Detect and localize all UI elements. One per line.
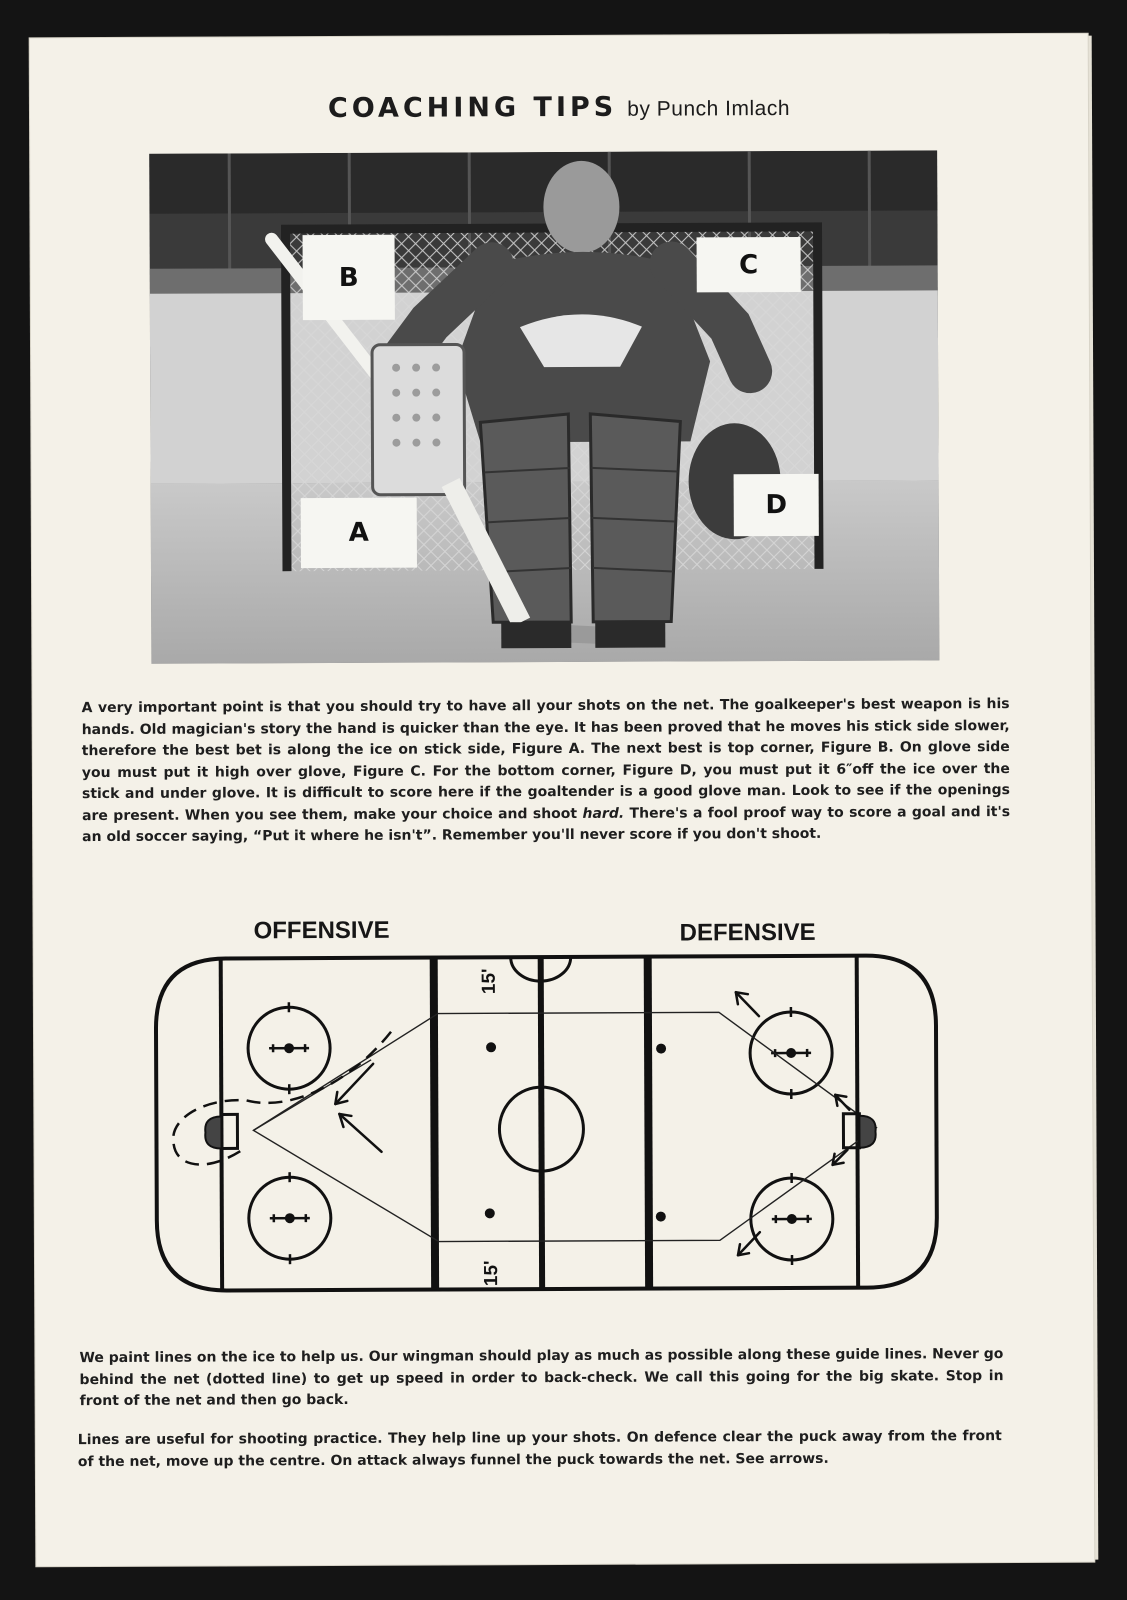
faceoff-dot-nz-2 xyxy=(656,1044,666,1054)
goaltender-illustration xyxy=(149,150,939,663)
center-line xyxy=(541,957,542,1289)
dotted-skate-path xyxy=(173,1032,392,1165)
magazine-page xyxy=(30,34,1095,1567)
label-card-c: C xyxy=(697,237,801,292)
title-main: COACHING TIPS xyxy=(327,91,618,125)
offensive-title: OFFENSIVE xyxy=(253,916,390,945)
label-card-b: B xyxy=(303,235,395,320)
faceoff-dot-nz-4 xyxy=(656,1212,666,1222)
measure-top-label: 15' xyxy=(478,968,500,995)
shooting-text-1: A very important point is that you should try to have all your shots on the net. The goalkeeper's best weapon is his hands. Old magician's story the hand is quicker than the eye. It has been proved that he moves his stick side slower, therefore the best bet is along the ice on stick side, Figure A. The next best is top corner, Figure B. On glove side you must put it high over glove, Figure C. For the bottom corner, Figure D, you must put it 6″off the ice over the stick and under glove. It is difficult to score here if the goaltender is a good glove man. Look to see if the openings are present. When you see them, make your choice and shoot xyxy=(81,696,1010,824)
measure-bottom-label: 15' xyxy=(481,1260,503,1287)
shooting-paragraph xyxy=(82,694,1011,849)
rink-diagram xyxy=(151,949,943,1302)
shooting-text-2: There's a fool proof way to score a goal and it's an old soccer saying, “Put it where he isn't”. Remember you'll never score if you don't shoot. xyxy=(82,803,1011,846)
measure-bottom xyxy=(481,1260,502,1286)
guide-lines xyxy=(253,1012,877,1243)
play-arrows xyxy=(335,992,850,1257)
blue-line-right xyxy=(648,957,649,1289)
defensive-title: DEFENSIVE xyxy=(679,918,816,947)
title-byline: by Punch Imlach xyxy=(627,96,791,121)
emphasis-hard: hard. xyxy=(582,805,625,822)
label-card-a: A xyxy=(301,498,417,569)
page-title xyxy=(30,90,1088,126)
faceoff-dot-nz-1 xyxy=(486,1042,496,1052)
guide-lines-paragraph: We paint lines on the ice to help us. Our wingman should play as much as possible along these guide lines. Never go behind the net (dotted line) to get up speed in order to back-check. We call this going for the big skate. Stop in front of the net and then go back. xyxy=(79,1346,1004,1410)
goaltender-photo xyxy=(149,150,939,663)
measure-top xyxy=(479,968,500,994)
faceoff-dot-nz-3 xyxy=(485,1208,495,1218)
label-card-d: D xyxy=(734,474,819,536)
shooting-practice-paragraph: Lines are useful for shooting practice. They help line up your shots. On defence clear the puck away from the front of the net, move up the centre. On attack always funnel the puck towards the net. See arrows. xyxy=(77,1428,1002,1470)
goal-net-left xyxy=(221,1114,237,1148)
